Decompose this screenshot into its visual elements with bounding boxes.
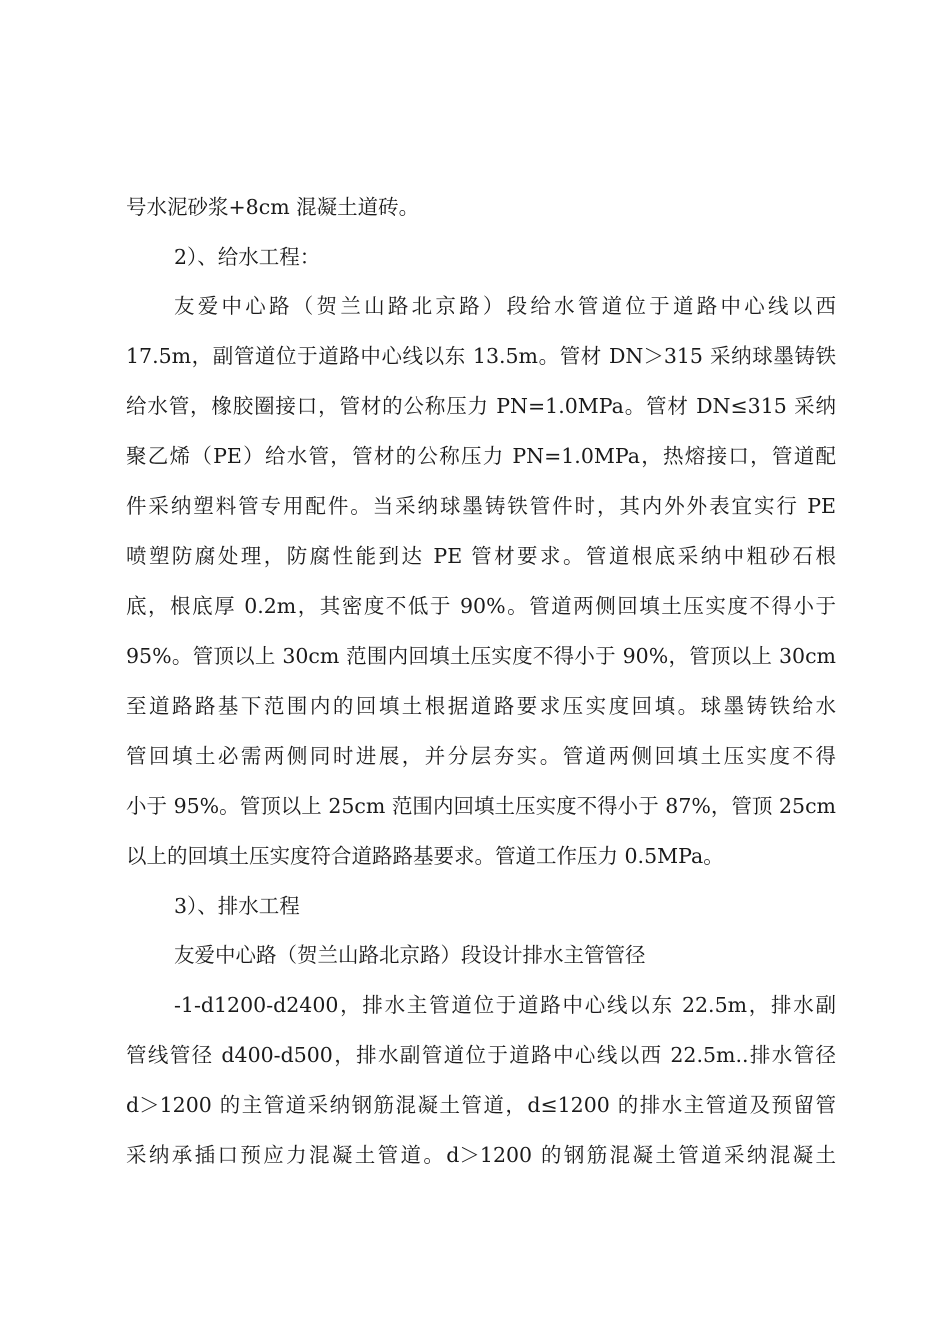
section-heading-water-supply: 2）、给水工程： (174, 245, 321, 269)
text-line-14: 以上的回填土压实度符合道路路基要求。管道工作压力 0.5MPa。 (126, 844, 724, 868)
text-line-20: 采纳承插口预应力混凝土管道。d＞1200 的钢筋混凝土管道采纳混凝土 (126, 1143, 836, 1167)
text-line-19: d＞1200 的主管道采纳钢筋混凝土管道，d≤1200 的排水主管道及预留管 (126, 1093, 836, 1117)
section-heading-drainage: 3）、排水工程 (174, 894, 300, 918)
text-line-8: 喷塑防腐处理，防腐性能到达 PE 管材要求。管道根底采纳中粗砂石根 (126, 544, 836, 568)
text-line-7: 件采纳塑料管专用配件。当采纳球墨铸铁管件时，其内外外表宜实行 PE (126, 494, 836, 518)
text-line-10: 95%。管顶以上 30cm 范围内回填土压实度不得小于 90%，管顶以上 30cm (126, 644, 836, 668)
text-line-4: 17.5m，副管道位于道路中心线以东 13.5m。管材 DN＞315 采纳球墨铸铁 (126, 344, 836, 368)
text-line-1: 号水泥砂浆+8cm 混凝土道砖。 (126, 195, 420, 219)
text-line-17: -1-d1200-d2400，排水主管道位于道路中心线以东 22.5m，排水副 (174, 993, 836, 1017)
text-line-18: 管线管径 d400-d500，排水副管道位于道路中心线以西 22.5m..排水管径 (126, 1043, 836, 1067)
text-line-3: 友爱中心路（贺兰山路北京路）段给水管道位于道路中心线以西 (174, 294, 836, 318)
text-line-11: 至道路路基下范围内的回填土根据道路要求压实度回填。球墨铸铁给水 (126, 694, 836, 718)
text-line-12: 管回填土必需两侧同时进展，并分层夯实。管道两侧回填土压实度不得 (126, 744, 836, 768)
text-line-13: 小于 95%。管顶以上 25cm 范围内回填土压实度不得小于 87%，管顶 25cm (126, 794, 836, 818)
text-line-6: 聚乙烯（PE）给水管，管材的公称压力 PN=1.0MPa，热熔接口，管道配 (126, 444, 836, 468)
text-line-5: 给水管，橡胶圈接口，管材的公称压力 PN=1.0MPa。管材 DN≤315 采纳 (126, 394, 836, 418)
text-line-9: 底，根底厚 0.2m，其密度不低于 90%。管道两侧回填土压实度不得小于 (126, 594, 836, 618)
text-line-16: 友爱中心路（贺兰山路北京路）段设计排水主管管径 (174, 943, 646, 967)
